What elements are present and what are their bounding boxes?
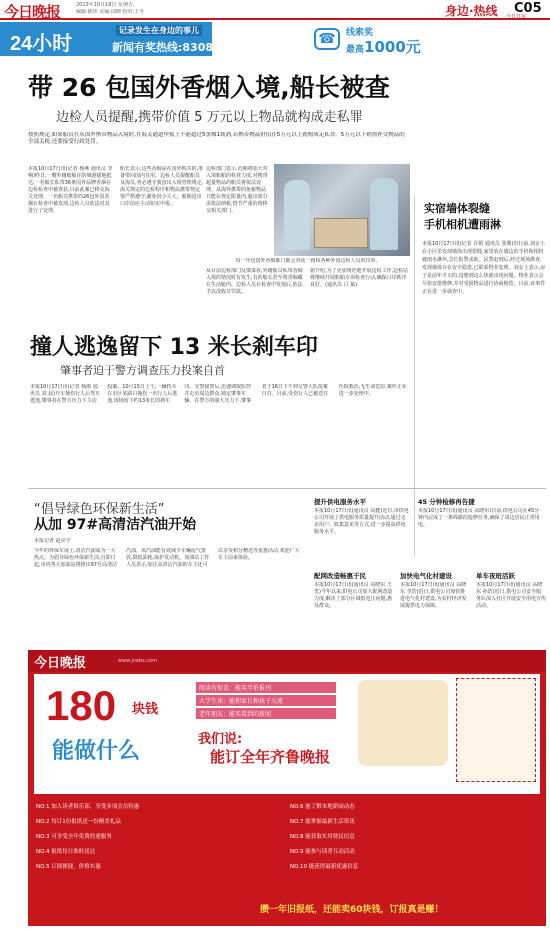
story1-subtitle: 边检人员提醒,携带价值 5 万元以上物品就构成走私罪 [56, 110, 363, 125]
ad-rows [196, 682, 336, 719]
sidebar-title: 实宿墙体裂缝 [424, 202, 490, 215]
story1-photo [274, 164, 410, 256]
brief-body: 本报10月17日讯(通讯员 高晓东)日前,供电公司在45分钟内完成了一条线路的抢修任务,确保了周边居民正常用电。 [418, 508, 540, 528]
hotline-sub: 记录发生在身边的事儿 [116, 25, 202, 36]
story1-lead: 按照规定,如果船员在从国外携带物品入境时,在海关通道申报上不能超过5条烟1瓶酒,若携带物品价值在5万元以上就构成走私罪。5万元以下则需补交物品的全部关税,还要接受行政处罚。 [28, 132, 405, 145]
ad-answer-q: 我们说: [198, 732, 243, 747]
sidebar-divider [414, 196, 415, 556]
story1-col4: 从目前边检部门反馈来看,外籍船员私带香烟入境的情况时有发生,有的船长甚至将香烟藏在生活舱内。边检人员在检查中发现后,依法予以没收并罚款。 [206, 268, 303, 295]
reward-label: 线索奖 [346, 28, 374, 38]
ad-item: NO.6 能了解本地新闻动态 [290, 804, 355, 810]
ad-logo: 今日晚报 [34, 656, 87, 671]
ad-row: 老年朋友：能买看到的新闻 [196, 708, 336, 719]
story3-title-top: “倡导绿色环保新生活” [34, 502, 165, 517]
ad-slogan: 能做什么 [52, 739, 141, 764]
story3-title-main: 从加 97#高清洁汽油开始 [34, 517, 197, 533]
ad-price-unit: 块钱 [132, 702, 159, 717]
brief-title: 加快电气化村建设 [400, 572, 452, 580]
ad-item: NO.2 每订1份报纸送一份精美礼品 [36, 819, 121, 825]
story1-headline: 带 26 包国外香烟入境,船长被查 [28, 73, 390, 102]
story2-subtitle: 肇事者迫于警方调查压力投案自首 [60, 364, 225, 377]
ad-item: NO.10 能获得最新优惠信息 [290, 864, 359, 870]
ad-answer: 能订全年齐鲁晚报 [210, 748, 331, 766]
story1-col5: 据介绍,为了更加规范地开展边检工作,边检站将继续开展船舶专项检查行动,确保口岸秩序良好。(通讯员 吕 斌) [310, 268, 409, 288]
editor-line: 编辑:陈伟 美编:邱晓 校对:王冬 [76, 9, 145, 15]
ad-url: www.jrwbs.com [118, 658, 157, 664]
brief-body: 本报10月17日讯(通讯员 高晓东 孙浩)近日,供电公司安全服务队深入社区开展安全用电宣传活动。 [476, 582, 546, 609]
story3-byline: 本报记者 赵亮宇 [34, 538, 71, 544]
story2-body: 本报10月17日讯(记者 杨雨 通讯员 刘 晨)开车撞伤行人后驾车逃逸,肇事者在警方压力下主动投案。10月15日上午,一辆轿车在市区某路口撞伤一名行人后逃逸,现场留下约13米长的刹车印。交警接警后,迅速调取监控并走访周边群众,锁定肇事车辆。在警方的强大压力下,肇事者于16日下午到交警大队投案自首。目前,受伤行人已被送往医院救治,无生命危险,案件正在进一步处理中。 [30, 384, 407, 404]
story3-body: 今年的环保车展上,清洁汽油成为一大热点。为倡导绿色环保新生活,自即日起,市内各大加油站将推出97号高清洁汽油。该汽油能有效减少车辆尾气排放,降低油耗,保护发动机。加油站工作人员表示,加注高清洁汽油的车主还可以享受积分赠送等优惠活动,欢迎广大车主前来体验。 [34, 548, 300, 568]
brief-1 [314, 498, 410, 568]
sidebar-subtitle: 手机相机遭雨淋 [424, 218, 501, 231]
subscription-ad [28, 650, 546, 926]
brief-body: 本报10月17日讯(通讯员 高健)近日,市供电公司开展了供电服务质量提升活动,通过走访用户、收集意见等方式,进一步提高供电服务水平。 [314, 508, 409, 535]
brief-title: 单车夜班活跃 [476, 572, 515, 580]
story1-col1: 本报10月17日讯(记者 杨燕 通讯员 李 响)昨日,一艘外籍船舶在防城港锚地抵达,一名船长私带36条国外品牌香烟在边检检查中被查获,目前此案已移交海关处理。一名船员携带的26包外国香烟在检查中被发现,边检人员依法对其进行了处理。 [28, 166, 113, 214]
masthead [0, 0, 550, 20]
ad-item: NO.3 可享受全年免费投递服务 [36, 834, 112, 840]
ad-price: 180 [46, 682, 117, 729]
ad-footer: 攒一年旧报纸，还能卖60块钱，订报真是赚！ [260, 905, 444, 915]
ad-items-left [36, 800, 276, 875]
ad-header [28, 650, 546, 672]
brief-title: 45 分钟检修再告捷 [418, 498, 475, 506]
ad-items-right [290, 800, 540, 875]
hotline-bar [0, 22, 550, 56]
ad-item: NO.5 订阅便捷，价格实惠 [36, 864, 101, 870]
page-number: C05 [514, 1, 542, 16]
ad-stamp [456, 678, 536, 782]
story1-col2: 船长表示,这些香烟是在国外购买的,准备带回国内自用。边检人员提醒船员及海员,务必遵守我国出入境管理规定,海关规定的边检程序和物品携带规定要严格遵守,避免因小失大。船舶进出口岸前应主动如实申报。 [120, 166, 204, 207]
ad-item: NO.9 能参与读者互动活动 [290, 849, 355, 855]
ad-cartoon [358, 680, 448, 766]
brief-5 [476, 572, 546, 644]
brief-4 [400, 572, 470, 644]
story1-col3: 边检部门表示,近期将加大对入境船舶的检查力度,对携带超量物品的船员将依法处理。从海外携带的免税物品只能在规定限量内,超出部分需依法纳税,情节严重的将移交相关部门。 [206, 166, 268, 214]
photo-officer-left [284, 180, 310, 250]
brief-3 [314, 572, 394, 644]
ad-item: NO.1 加入读者俱乐部，享受多项会员特惠 [36, 804, 140, 810]
story2-headline: 撞人逃逸留下 13 米长刹车印 [30, 335, 318, 360]
edition-label: 今日日报 [506, 14, 527, 20]
ad-item: NO.7 能掌握最新生活资讯 [290, 819, 355, 825]
photo-officer-right [370, 178, 398, 250]
hotline-label: 新闻有奖热线:8308110 [112, 41, 236, 54]
ad-item: NO.8 能获取实用便民信息 [290, 834, 355, 840]
ad-item: NO.4 报纸每日准时送达 [36, 849, 96, 855]
brief-body: 本报10月17日讯(通讯员 高晓东 王勇)今年以来,供电公司加大配网改造力度,解决了部分区域低电压问题,惠及群众。 [314, 582, 393, 609]
section-divider [28, 488, 546, 489]
photo-caption: 每一年包国外香烟都门都会查获一箱和各种外国边检人员的罚单。 [235, 258, 381, 264]
hotline-hours: 24小时 [10, 33, 73, 55]
brief-2 [418, 498, 544, 568]
section-name: 身边·热线 [445, 4, 498, 18]
reward-value: 1000元 [364, 38, 421, 56]
brief-title: 配网改造畅惠于民 [314, 572, 366, 580]
phone-icon: ☎ [314, 28, 340, 50]
ad-row: 阅读有惊喜：能买半价报刊 [196, 682, 336, 693]
reward-amount: 最高1000元 [346, 38, 421, 56]
date-line: 2013年10月18日 星期五 [76, 2, 134, 8]
sidebar-body: 本报10月17日讯(记者 许娟 通讯员 张翼)出行前,刘女士在小区里发现墙体出现裂缝,家里放在墙边的手机和相机被雨水淋坏,急忙报警求助。民警赶到后,经过现场勘查,发现墙体存在安全隐患,已联系物业处理。刘女士表示,房子是前年才买的,没想到这么快就出现问题。物业表示会尽快安排维修,并对受损物品进行协商赔偿。目前,该事件正在进一步调查中。 [422, 241, 546, 295]
brief-title: 提升供电服务水平 [314, 498, 366, 506]
paper-logo: 今日晚报 [4, 3, 61, 21]
photo-cigarette-boxes [314, 218, 368, 248]
brief-body: 本报10月17日讯(通讯员 高晓东 李浩)近日,供电公司加快推进电气化村建设,为农村经济发展提供电力保障。 [400, 582, 467, 609]
ad-row: 大学生读：能和家长和孩子交流 [196, 695, 336, 706]
